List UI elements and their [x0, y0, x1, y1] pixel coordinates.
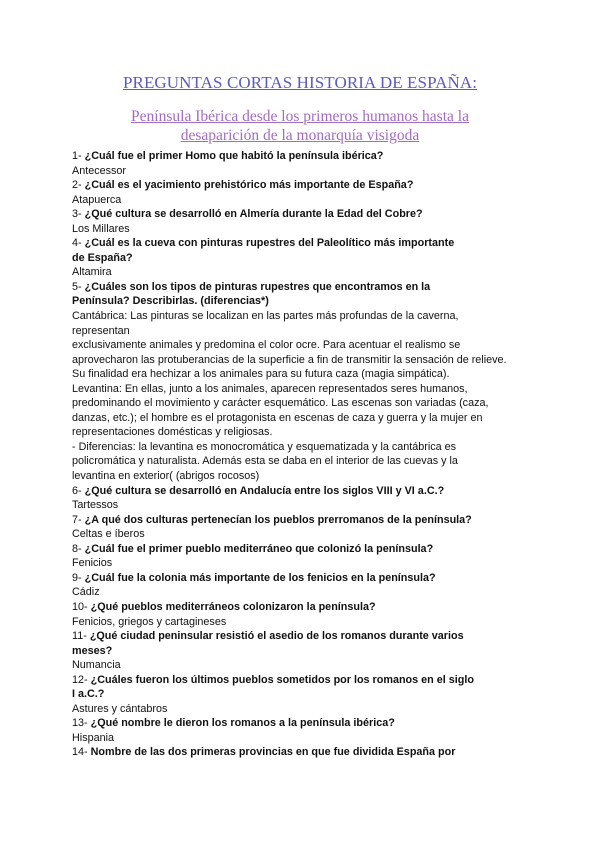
- answer-text: Su finalidad era hechizar a los animales para su futura caza (magia simpática).: [72, 368, 450, 381]
- answer-line: [72, 454, 492, 469]
- question-line: [72, 178, 492, 193]
- answer-line: [72, 615, 492, 630]
- question-line: [72, 571, 492, 586]
- page-subtitle-line-2: desaparición de la monarquía visigoda: [180, 127, 420, 144]
- question-line: [72, 629, 492, 644]
- answer-line: [72, 338, 492, 353]
- answer-line: [72, 425, 492, 440]
- answer-text: Astures y cántabros: [72, 702, 168, 715]
- answer-text: Hispania: [72, 731, 115, 744]
- answer-line: [72, 658, 492, 673]
- question-number: 9-: [72, 571, 85, 584]
- answer-text: Los Millares: [72, 222, 130, 235]
- answer-text: representaciones domésticas y religiosas.: [72, 426, 273, 439]
- answer-line: [72, 440, 492, 455]
- answer-line: [72, 585, 492, 600]
- answer-line: [72, 324, 492, 339]
- question-text: ¿Cuál fue el primer Homo que habitó la península ibérica?: [84, 150, 384, 162]
- question-text: ¿Cuál es el yacimiento prehistórico más importante de España?: [84, 179, 414, 192]
- question-line: [72, 484, 492, 499]
- question-text: ¿Cuáles son los tipos de pinturas rupestres que encontramos en la: [84, 280, 431, 293]
- answer-line: [72, 193, 492, 208]
- question-text: ¿Cuáles fueron los últimos pueblos sometidos por los romanos en el siglo: [90, 673, 474, 686]
- answer-line: [72, 469, 492, 484]
- question-text: ¿Cuál fue la colonia más importante de los fenicios en la península?: [84, 571, 436, 584]
- answer-line: [72, 731, 492, 746]
- answer-line: [72, 396, 492, 411]
- question-line: [72, 251, 492, 266]
- question-text: meses?: [72, 644, 113, 657]
- answer-line: [72, 222, 492, 237]
- question-text: ¿Qué nombre le dieron los romanos a la península ibérica?: [90, 717, 395, 730]
- question-number: 7-: [72, 513, 85, 526]
- question-number: 6-: [72, 484, 85, 497]
- answer-text: Fenicios, griegos y cartagineses: [72, 615, 227, 628]
- answer-line: [72, 527, 492, 542]
- question-line: [72, 280, 492, 295]
- question-line: [72, 687, 492, 702]
- question-line: [72, 236, 492, 251]
- question-line: [72, 149, 492, 164]
- question-text: ¿Cuál fue el primer pueblo mediterráneo que colonizó la península?: [84, 542, 434, 555]
- question-number: 1-: [72, 150, 85, 162]
- answer-line: [72, 382, 492, 397]
- answer-text: Cádiz: [72, 586, 100, 599]
- answer-text: aprovecharon las protuberancias de la superficie a fin de transmitir la sensación de relieve.: [72, 353, 507, 366]
- answer-line: [72, 367, 492, 382]
- question-line: [72, 745, 492, 760]
- answer-text: exclusivamente animales y predomina el color ocre. Para acentuar el realismo se: [72, 339, 461, 352]
- answer-line: [72, 411, 492, 426]
- answer-text: Celtas e íberos: [72, 528, 145, 541]
- question-text: ¿A qué dos culturas pertenecían los pueblos prerromanos de la península?: [84, 513, 472, 526]
- question-line: [72, 716, 492, 731]
- question-text: Nombre de las dos primeras provincias en que fue dividida España por: [90, 746, 456, 759]
- question-number: 11-: [72, 630, 90, 643]
- question-number: 10-: [72, 600, 91, 613]
- question-line: [72, 207, 492, 222]
- question-number: 5-: [72, 280, 85, 293]
- answer-text: Antecessor: [72, 164, 127, 177]
- question-line: [72, 294, 492, 309]
- question-line: [72, 600, 492, 615]
- page-title: PREGUNTAS CORTAS HISTORIA DE ESPAÑA:: [122, 73, 478, 92]
- answer-text: predominando el movimiento y carácter esquemático. Las escenas son variadas (caza,: [72, 397, 489, 410]
- page-subtitle-line-1: Península Ibérica desde los primeros humanos hasta la: [131, 108, 469, 125]
- answer-line: [72, 265, 492, 280]
- question-text: ¿Qué pueblos mediterráneos colonizaron la península?: [90, 600, 376, 613]
- answer-text: Levantina: En ellas, junto a los animales, aparecen representados seres humanos,: [72, 382, 468, 395]
- answer-text: Fenicios: [72, 557, 113, 570]
- question-line: [72, 644, 492, 659]
- question-text: ¿Qué cultura se desarrolló en Almería durante la Edad del Cobre?: [84, 208, 423, 221]
- question-line: [72, 542, 492, 557]
- answer-text: Altamira: [72, 266, 112, 279]
- question-list: [72, 149, 507, 760]
- question-number: 2-: [72, 179, 85, 192]
- question-text: ¿Qué cultura se desarrolló en Andalucía entre los siglos VIII y VI a.C.?: [84, 484, 445, 497]
- answer-line: [72, 164, 492, 179]
- question-number: 3-: [72, 208, 85, 221]
- answer-text: Tartessos: [72, 499, 119, 512]
- question-number: 12-: [72, 673, 91, 686]
- answer-text: policromática y naturalista. Además esta se daba en el interior de las cuevas y la: [72, 455, 458, 468]
- answer-text: Numancia: [72, 659, 121, 672]
- answer-line: [72, 498, 492, 513]
- question-text: ¿Cuál es la cueva con pinturas rupestres del Paleolítico más importante: [84, 237, 455, 250]
- question-text: ¿Qué ciudad peninsular resistió el asedio de los romanos durante varios: [89, 630, 464, 643]
- answer-text: Atapuerca: [72, 193, 122, 206]
- answer-line: [72, 353, 507, 368]
- answer-line: [72, 309, 492, 324]
- answer-line: [72, 702, 492, 717]
- question-number: 8-: [72, 542, 85, 555]
- answer-text: levantina en exterior( (abrigos rocosos): [72, 470, 260, 483]
- answer-text: danzas, etc.); el hombre es el protagonista en escenas de caza y guerra y la mujer en: [72, 411, 483, 424]
- question-text: de España?: [72, 251, 133, 264]
- question-number: 14-: [72, 746, 91, 759]
- answer-text: representan: [72, 324, 130, 337]
- answer-text: Cantábrica: Las pinturas se localizan en las partes más profundas de la caverna,: [72, 310, 459, 323]
- question-line: [72, 513, 492, 528]
- question-line: [72, 673, 492, 688]
- question-text: Península? Describirlas. (diferencias*): [72, 295, 269, 308]
- question-number: 13-: [72, 717, 91, 730]
- answer-text: - Diferencias: la levantina es monocromática y esquematizada y la cantábrica es: [72, 440, 457, 453]
- question-text: I a.C.?: [72, 688, 105, 701]
- question-number: 4-: [72, 237, 85, 250]
- answer-line: [72, 556, 492, 571]
